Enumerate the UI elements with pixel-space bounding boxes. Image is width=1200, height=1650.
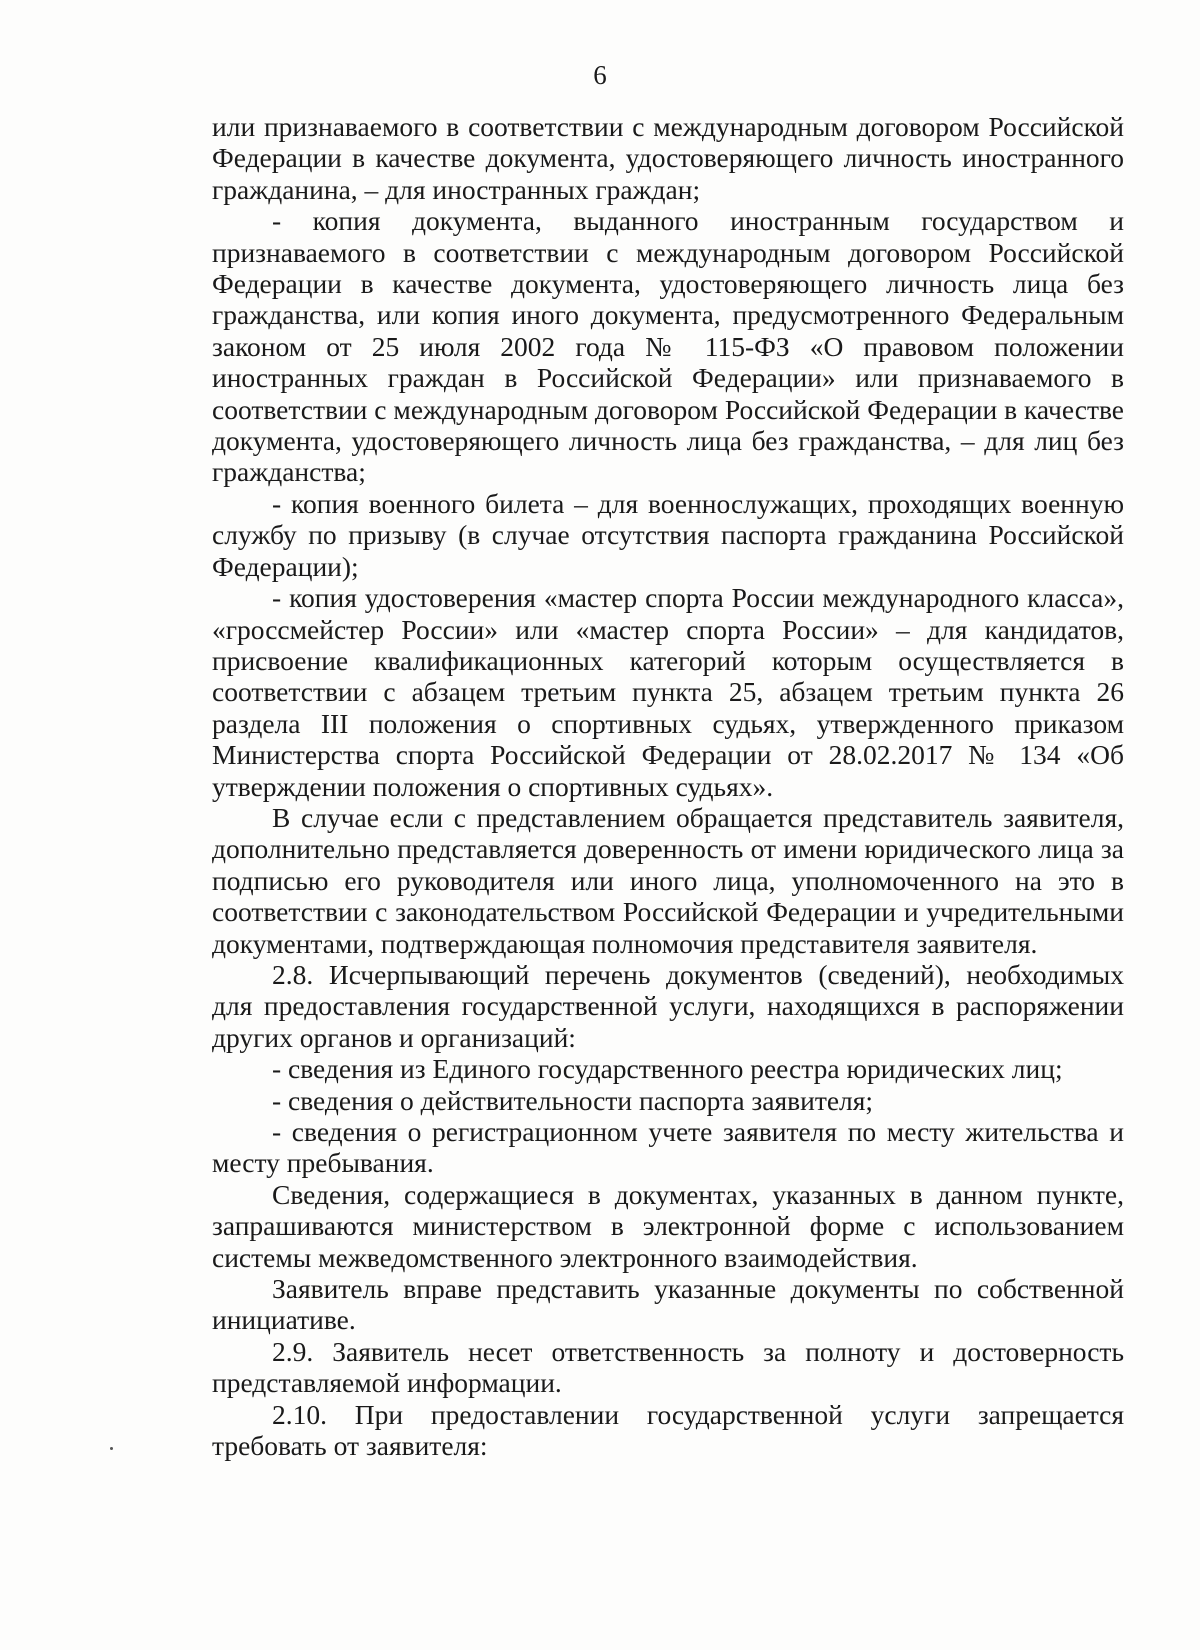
scan-speck: [110, 1447, 113, 1450]
paragraph-2-9: 2.9. Заявитель несет ответственность за полноту и достоверность представляемой информации.: [212, 1335, 1124, 1399]
paragraph-foreign-citizens-continuation: или признаваемого в соответствии с международным договором Российской Федерации в качестве документа, удостоверяющего личность иностранного гражданина, – для иностранных граждан;: [212, 111, 1124, 205]
list-item-registration: - сведения о регистрационном учете заявителя по месту жительства и месту пребывания.: [212, 1116, 1124, 1179]
page-number: 6: [593, 60, 607, 90]
list-item-stateless-document: - копия документа, выданного иностранным государством и признаваемого в соответствии с международным договором Российской Федерации в качестве документа, удостоверяющего личность лица без гражданства, или копия иного документа, предусмотренного Федеральным законом от 25 июля 2002 года № 115-ФЗ «О правовом положении иностранных граждан в Российской Федерации» или признаваемого в соответствии с международным договором Российской Федерации в качестве документа, удостоверяющего личность лица без гражданства, – для лиц без гражданства;: [212, 205, 1124, 488]
paragraph-applicant-initiative: Заявитель вправе представить указанные документы по собственной инициативе.: [212, 1273, 1124, 1336]
list-item-military-id: - копия военного билета – для военнослужащих, проходящих военную службу по призыву (в случае отсутствия паспорта гражданина Российской Федерации);: [212, 487, 1124, 582]
list-item-passport-validity: - сведения о действительности паспорта заявителя;: [272, 1084, 874, 1116]
list-item-sport-certificate: - копия удостоверения «мастер спорта России международного класса», «гроссмейстер России» или «мастер спорта России» – для кандидатов, присвоение квалификационных категорий которым осуществляется в соответствии с абзацем третьим пункта 25, абзацем третьим пункта 26 раздела III положения о спортивных судьях, утвержденного приказом Министерства спорта Российской Федерации от 28.02.2017 № 134 «Об утверждении положения о спортивных судьях».: [212, 582, 1124, 802]
document-body: [212, 111, 1124, 1461]
paragraph-2-8: 2.8. Исчерпывающий перечень документов (сведений), необходимых для предоставления государственной услуги, находящихся в распоряжении других органов и организаций:: [212, 958, 1124, 1053]
paragraph-2-10: 2.10. При предоставлении государственной услуги запрещается требовать от заявителя:: [212, 1398, 1124, 1462]
paragraph-interagency-request: Сведения, содержащиеся в документах, указанных в данном пункте, запрашиваются министерством в электронной форме с использованием системы межведомственного электронного взаимодействия.: [212, 1178, 1124, 1273]
paragraph-representative: В случае если с представлением обращается представитель заявителя, дополнительно представляется доверенность от имени юридического лица за подписью его руководителя или иного лица, уполномоченного на это в соответствии с законодательством Российской Федерации и учредительными документами, подтверждающая полномочия представителя заявителя.: [212, 801, 1124, 959]
list-item-egrul: - сведения из Единого государственного реестра юридических лиц;: [272, 1053, 1063, 1085]
